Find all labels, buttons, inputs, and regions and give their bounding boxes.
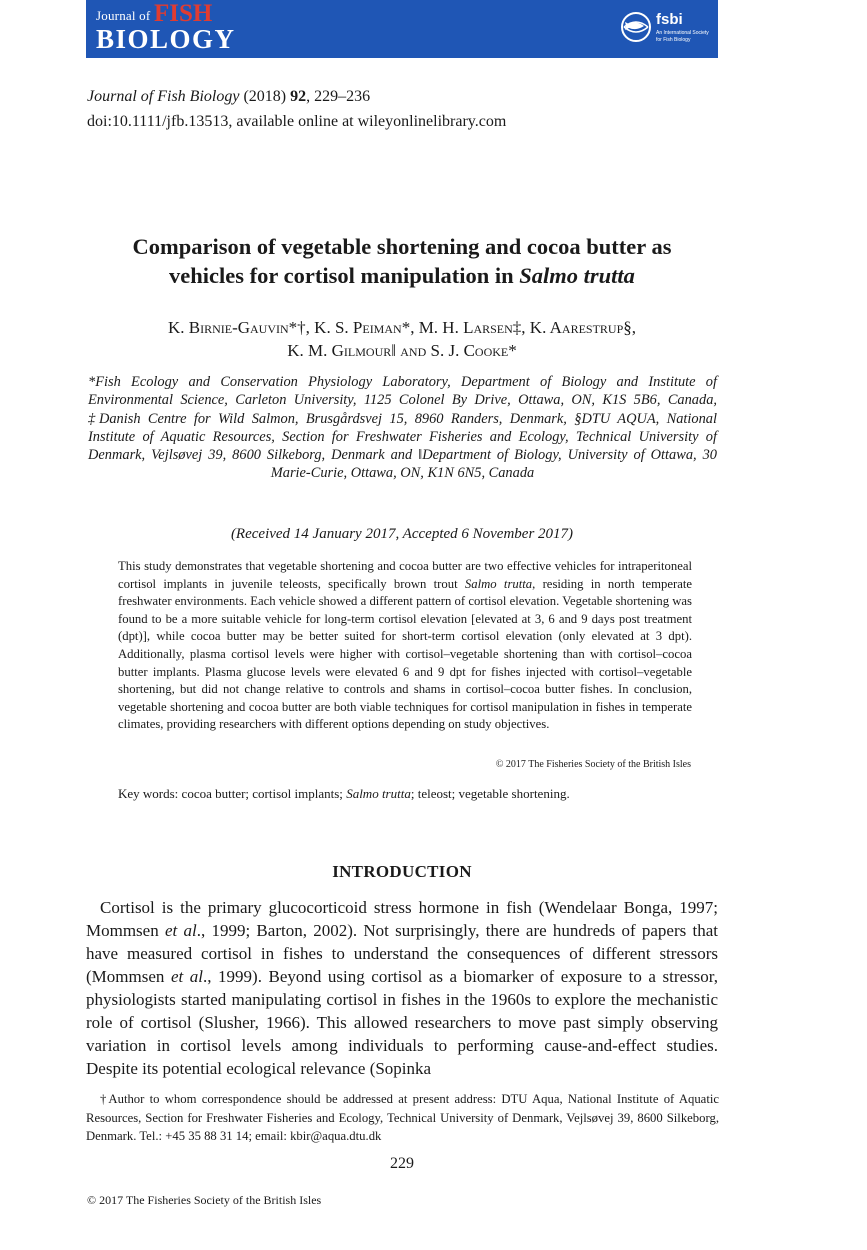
citation-journal: Journal of Fish Biology — [87, 88, 240, 105]
journal-logo — [96, 0, 276, 58]
authors-line2: K. M. Gilmour‖ and S. J. Cooke* — [287, 341, 517, 360]
fish-globe-icon — [620, 11, 652, 43]
page-number: 229 — [390, 1155, 414, 1172]
abstract-species: Salmo trutta — [464, 576, 533, 591]
logo-journal-of-text: Journal of — [96, 8, 151, 23]
keywords-part1: Key words: cocoa butter; cortisol implants; — [118, 786, 347, 801]
fsbi-society-logo — [620, 9, 714, 53]
correspondence-footnote: †Author to whom correspondence should be addressed at present address: DTU Aqua, National Institute of Aquatic Resources, Section for Freshwater Fisheries and Ecology, Technical University of Denmark, Vejlsøvej 39, 8600 Silkeborg, Denmark. Tel.: +45 35 88 31 14; email: kbir@aqua.dtu.dk — [86, 1092, 719, 1143]
section-heading-introduction: INTRODUCTION — [332, 862, 472, 881]
intro-text-3: ., 1999). Beyond using cortisol as a biomarker of exposure to a stressor, physiologists started manipulating cortisol in fishes in the 1960s to explore the mechanistic role of cortisol (Slusher, 1966). This allowed researchers to move past simply observing variation in cortisol levels among individuals to performing cause-and-effect studies. Despite its potential ecological relevance (Sopinka — [86, 967, 719, 1078]
intro-text-2: ., 1999; Barton, 2002). Not surprisingly, there are hundreds of papers that have measured cortisol in fishes to understand the consequences of different stressors (Mommsen — [86, 921, 718, 986]
abstract-part1: This study demonstrates that vegetable shortening and cocoa butter are two effective vehicles for intraperitoneal cortisol implants in juvenile teleosts, specifically brown trout — [118, 559, 692, 591]
abstract — [118, 558, 692, 734]
fsbi-subtitle-line2: for Fish Biology — [656, 37, 691, 43]
logo-biology-text: BIOLOGY — [96, 24, 236, 54]
keywords-part2: ; teleost; vegetable shortening. — [410, 786, 570, 801]
affiliations: *Fish Ecology and Conservation Physiology Laboratory, Department of Biology and Institute of Environmental Science, Carleton University, 1125 Colonel By Drive, Ottawa, ON, K1S 5B6, Canada, ‡Danish Centre for Wild Salmon, Brusgårdsvej 15, 8960 Randers, Denmark, §DTU AQUA, National Institute of Aquatic Resources, Section for Freshwater Fisheries and Ecology, Technical University of Denmark, Vejlsøvej 39, 8600 Silkeborg, Denmark and ‖Department of Biology, University of Ottawa, 30 Marie-Curie, Ottawa, ON, K1N 6N5, Canada — [88, 374, 717, 482]
intro-etal-2: et al — [170, 967, 203, 986]
title-line1: Comparison of vegetable shortening and cocoa butter as — [132, 234, 672, 259]
received-dates: (Received 14 January 2017, Accepted 6 November 2017) — [230, 526, 574, 542]
intro-text-1: Cortisol is the primary glucocorticoid stress hormone in fish (Wendelaar Bonga, 1997; Mommsen — [86, 898, 718, 940]
fsbi-name: fsbi — [656, 11, 683, 28]
footer-copyright: © 2017 The Fisheries Society of the British Isles — [87, 1193, 322, 1207]
keywords — [118, 786, 570, 802]
introduction-paragraph — [86, 896, 718, 1080]
keywords-species: Salmo trutta — [346, 786, 411, 801]
logo-fish-text: FISH — [154, 0, 213, 27]
intro-etal-1: et al — [164, 921, 197, 940]
title-species: Salmo trutta — [519, 263, 635, 288]
author-list — [86, 316, 718, 362]
article-title — [86, 232, 718, 290]
citation-pages: , 229–236 — [306, 88, 371, 105]
doi-line[interactable]: doi:10.1111/jfb.13513, available online at wileyonlinelibrary.com — [87, 113, 507, 130]
citation-volume: 92 — [290, 88, 307, 105]
citation-line — [87, 88, 370, 106]
abstract-part2: , residing in north temperate freshwater environments. Each vehicle showed a different pattern of cortisol elevation. Vegetable shortening was found to be a more suitable vehicle for long-term cortisol elevation [elevated at 3, 6 and 9 days post treatment (dpt)], while cocoa butter may be better suited for short-term cortisol elevation (only elevated at 3 dpt). Additionally, plasma cortisol levels were higher with cortisol–vegetable shortening than with cortisol–cocoa butter implants. Plasma glucose levels were elevated 6 and 9 dpt for fishes injected with cortisol–vegetable shortening, but did not change relative to controls and shams in cortisol–cocoa butter fishes. In conclusion, vegetable shortening and cocoa butter are both viable techniques for cortisol manipulation in fishes in temperate climates, providing researchers with different options depending on study objectives. — [118, 576, 692, 732]
fsbi-subtitle-line1: An International Society — [656, 30, 709, 36]
citation-year: (2018) — [243, 88, 287, 105]
title-line2: vehicles for cortisol manipulation in — [169, 263, 520, 288]
abstract-copyright: © 2017 The Fisheries Society of the British Isles — [495, 759, 691, 770]
authors-line1: K. Birnie-Gauvin*†, K. S. Peiman*, M. H. Larsen‡, K. Aarestrup§, — [167, 318, 637, 337]
